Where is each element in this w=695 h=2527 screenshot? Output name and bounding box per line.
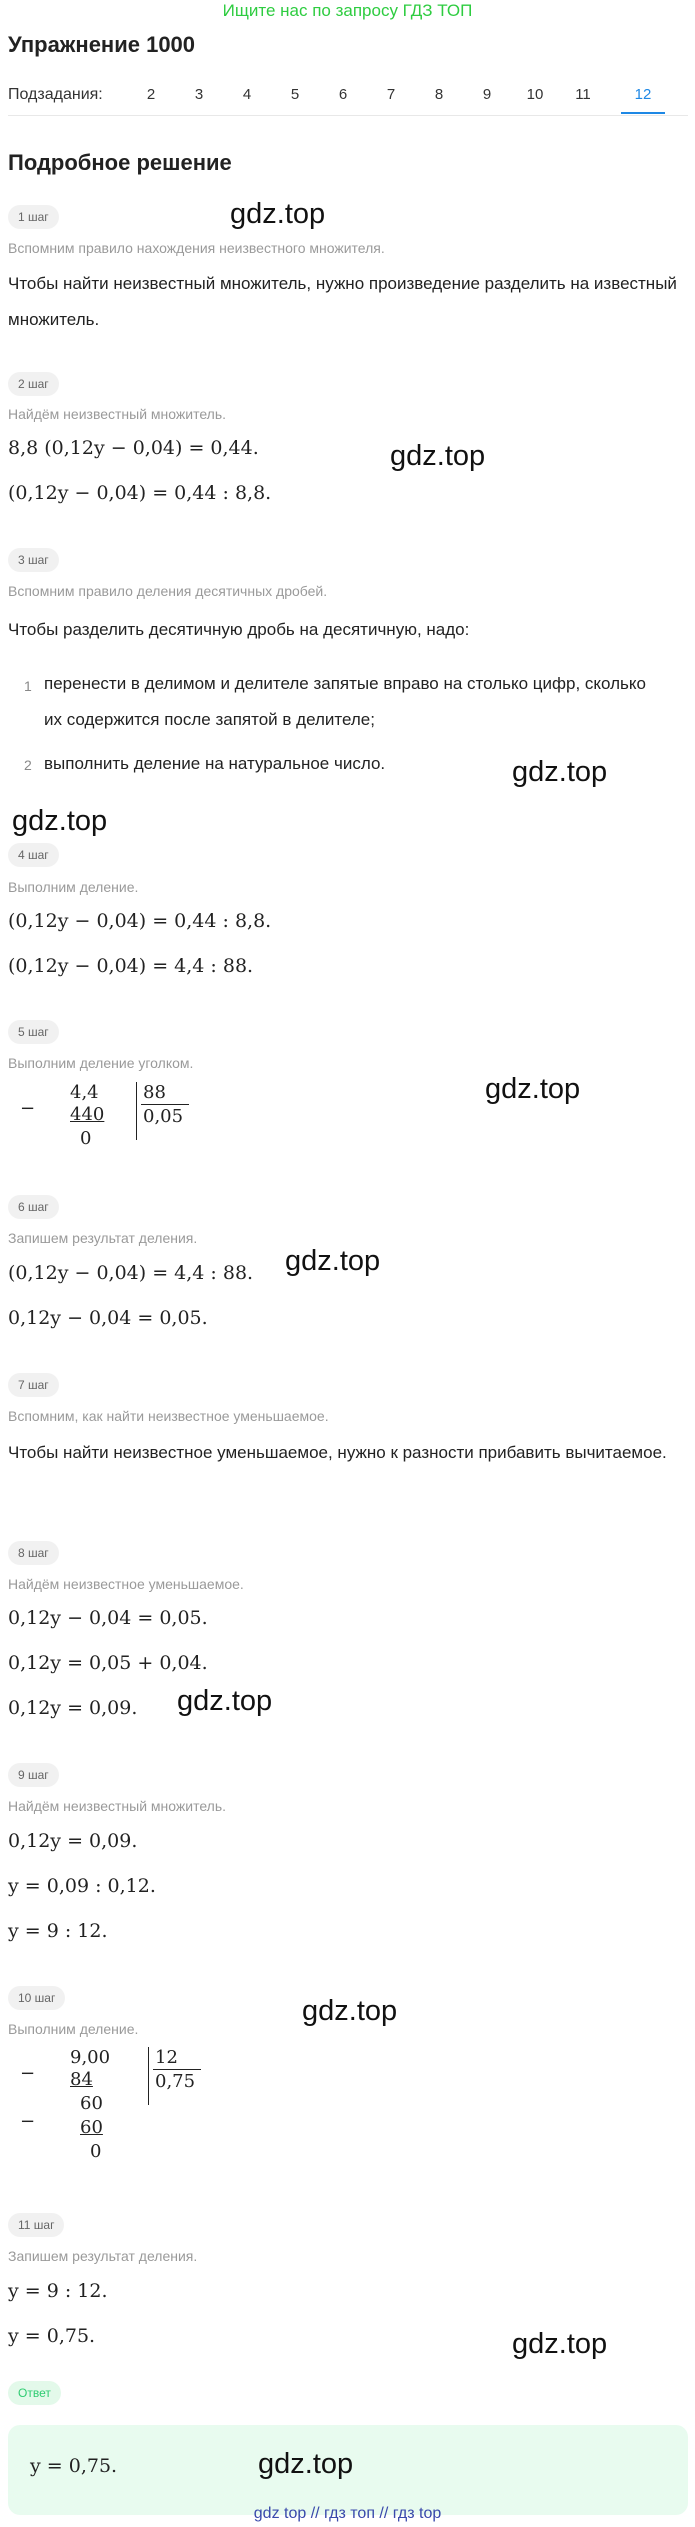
- watermark: gdz.top: [512, 2328, 608, 2360]
- math-line: y = 9 : 12.: [8, 2280, 108, 2302]
- subtask-tab-5[interactable]: 5: [290, 86, 300, 103]
- step-badge: 8 шаг: [8, 1541, 59, 1565]
- subtask-tab-11[interactable]: 11: [575, 86, 591, 103]
- subtask-tab-4[interactable]: 4: [242, 86, 252, 103]
- step-badge: 1 шаг: [8, 205, 59, 229]
- dividend: 9,00: [70, 2047, 111, 2068]
- step-hint: Запишем результат деления.: [8, 1230, 198, 1246]
- answer-badge: Ответ: [8, 2381, 61, 2405]
- watermark: gdz.top: [12, 805, 108, 837]
- search-banner: Ищите нас по запросу ГДЗ ТОП: [222, 1, 473, 20]
- step-badge: 10 шаг: [8, 1986, 65, 2010]
- watermark: gdz.top: [258, 2448, 354, 2480]
- step-badge: 2 шаг: [8, 372, 59, 396]
- minus-sign: −: [20, 2063, 36, 2084]
- step-badge: 3 шаг: [8, 548, 59, 572]
- minus-sign: −: [20, 1098, 36, 1119]
- watermark: gdz.top: [512, 756, 608, 788]
- subtask-tab-2[interactable]: 2: [146, 86, 156, 103]
- dividend: 4,4: [70, 1082, 99, 1103]
- subtrahend: 440: [70, 1104, 105, 1125]
- subtask-tab-12[interactable]: 12: [621, 84, 665, 114]
- quotient-line: [153, 2069, 201, 2070]
- list-item: перенести в делимом и делителе запятые вправо на столько цифр, сколько их содержится после запятой в делителе;: [44, 674, 646, 729]
- math-line: y = 9 : 12.: [8, 1920, 108, 1942]
- quotient: 0,05: [143, 1106, 184, 1127]
- page-title: Упражнение 1000: [8, 32, 196, 57]
- subtask-tab-10[interactable]: 10: [526, 86, 544, 103]
- step-hint: Выполним деление уголком.: [8, 1055, 194, 1071]
- step-hint: Выполним деление.: [8, 2021, 139, 2037]
- list-item: выполнить деление на натуральное число.: [44, 754, 386, 773]
- step-hint: Найдём неизвестный множитель.: [8, 406, 227, 422]
- step-hint: Вспомним, как найти неизвестное уменьшаемое.: [8, 1408, 329, 1424]
- minus-sign: −: [20, 2111, 36, 2132]
- step-text: Чтобы найти неизвестное уменьшаемое, нужно к разности прибавить вычитаемое.: [8, 1443, 667, 1462]
- answer-value: y = 0,75.: [30, 2455, 118, 2477]
- step-badge: 11 шаг: [8, 2213, 64, 2237]
- subtask-tab-8[interactable]: 8: [434, 86, 444, 103]
- math-line: 0,12y = 0,09.: [8, 1697, 138, 1719]
- math-line: (0,12y − 0,04) = 0,44 : 8,8.: [8, 910, 272, 932]
- subtask-tab-3[interactable]: 3: [194, 86, 204, 103]
- division-bar: [136, 1082, 137, 1140]
- step-hint: Вспомним правило деления десятичных дробей.: [8, 583, 328, 599]
- math-line: y = 0,09 : 0,12.: [8, 1875, 156, 1897]
- step-badge: 5 шаг: [8, 1020, 59, 1044]
- quotient: 0,75: [155, 2071, 196, 2092]
- step-hint: Вспомним правило нахождения неизвестного множителя.: [8, 240, 385, 256]
- long-division: [8, 2047, 228, 2177]
- math-line: 8,8 (0,12y − 0,04) = 0,44.: [8, 437, 259, 459]
- step-hint: Выполним деление.: [8, 879, 139, 895]
- step-hint: Найдём неизвестный множитель.: [8, 1798, 227, 1814]
- step-badge: 4 шаг: [8, 843, 59, 867]
- watermark: gdz.top: [390, 440, 486, 472]
- math-line: 0,12y = 0,09.: [8, 1830, 138, 1852]
- subtrahend: 60: [80, 2117, 103, 2138]
- subtasks-label: Подзадания:: [8, 86, 103, 103]
- math-line: (0,12y − 0,04) = 0,44 : 8,8.: [8, 482, 272, 504]
- step-badge: 7 шаг: [8, 1373, 59, 1397]
- list-number: 2: [24, 757, 32, 773]
- quotient-line: [141, 1104, 189, 1105]
- math-line: 0,12y − 0,04 = 0,05.: [8, 1607, 208, 1629]
- subtask-tab-7[interactable]: 7: [386, 86, 396, 103]
- remainder: 0: [80, 1128, 92, 1149]
- step-text: Чтобы разделить десятичную дробь на десятичную, надо:: [8, 620, 470, 639]
- divisor: 88: [143, 1082, 166, 1103]
- watermark: gdz.top: [230, 198, 326, 230]
- math-line: 0,12y = 0,05 + 0,04.: [8, 1652, 208, 1674]
- divisor: 12: [155, 2047, 178, 2068]
- watermark: gdz.top: [177, 1685, 273, 1717]
- step-text: Чтобы найти неизвестный множитель, нужно произведение разделить на известный множитель.: [8, 274, 677, 329]
- math-line: y = 0,75.: [8, 2325, 96, 2347]
- subtasks-nav: [8, 80, 688, 116]
- subtrahend: 84: [70, 2069, 93, 2090]
- math-line: (0,12y − 0,04) = 4,4 : 88.: [8, 1262, 254, 1284]
- subtask-tab-6[interactable]: 6: [338, 86, 348, 103]
- partial-dividend: 60: [80, 2093, 103, 2114]
- long-division: [8, 1082, 208, 1162]
- list-number: 1: [24, 678, 32, 694]
- remainder: 0: [90, 2141, 102, 2162]
- math-line: (0,12y − 0,04) = 4,4 : 88.: [8, 955, 254, 977]
- step-hint: Найдём неизвестное уменьшаемое.: [8, 1576, 244, 1592]
- step-badge: 6 шаг: [8, 1195, 59, 1219]
- watermark: gdz.top: [485, 1073, 581, 1105]
- subtask-tab-9[interactable]: 9: [482, 86, 492, 103]
- footer-links[interactable]: gdz top // гдз топ // гдз top: [253, 2505, 442, 2522]
- step-badge: 9 шаг: [8, 1763, 59, 1787]
- section-title: Подробное решение: [8, 150, 232, 175]
- division-bar: [148, 2047, 149, 2105]
- watermark: gdz.top: [285, 1245, 381, 1277]
- watermark: gdz.top: [302, 1995, 398, 2027]
- math-line: 0,12y − 0,04 = 0,05.: [8, 1307, 208, 1329]
- step-hint: Запишем результат деления.: [8, 2248, 198, 2264]
